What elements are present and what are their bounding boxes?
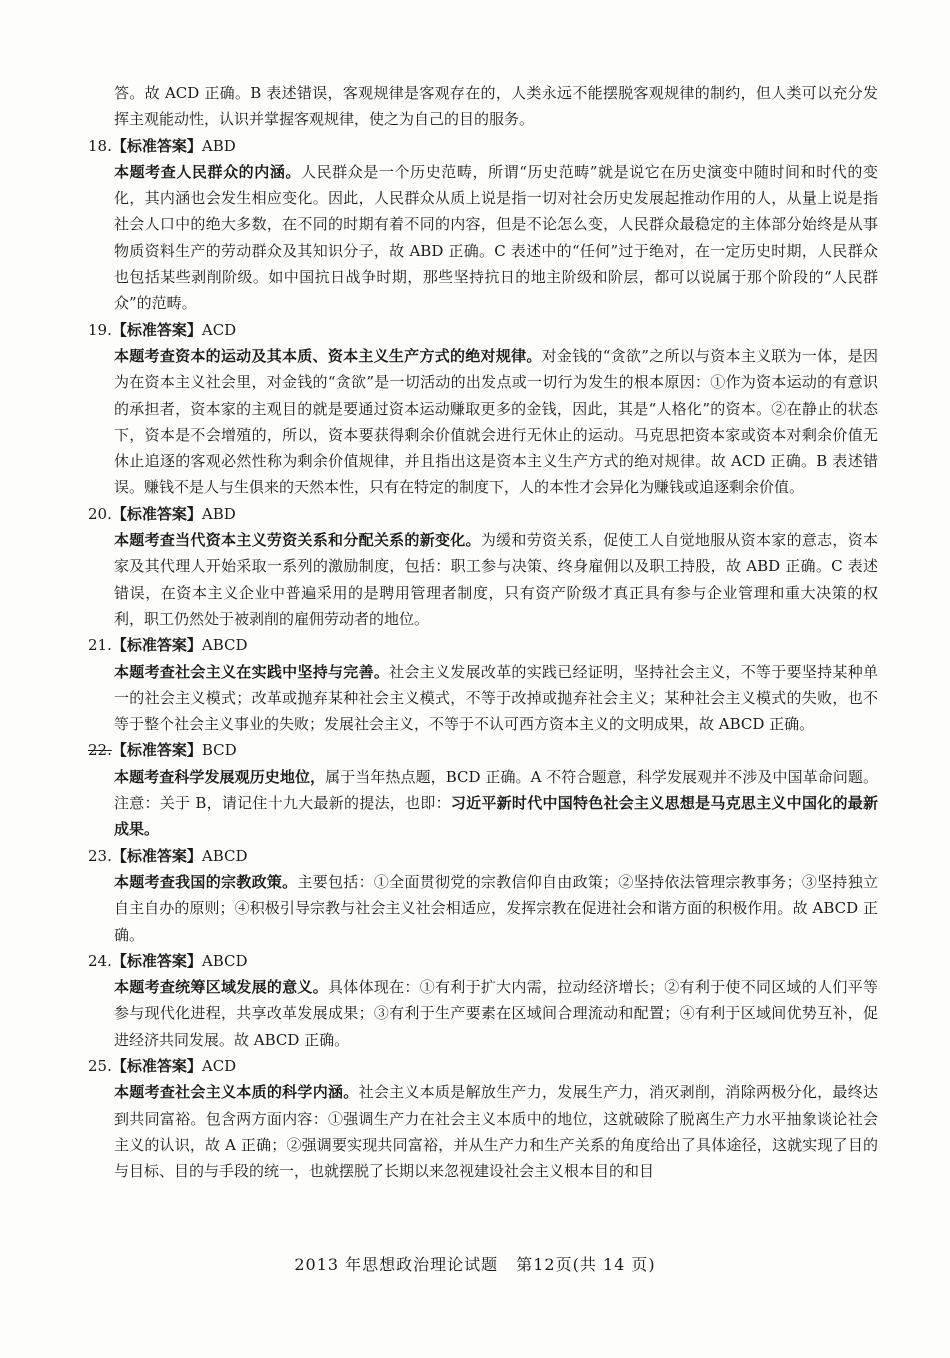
- question-25: [88, 1053, 878, 1184]
- page-content: [88, 80, 878, 1184]
- answer-line: 21.【标准答案】ABCD: [88, 636, 248, 655]
- answer-line: 19.【标准答案】ACD: [88, 320, 237, 339]
- answer-value: ABCD: [201, 951, 248, 970]
- answer-value: ACD: [201, 320, 237, 339]
- answer-value: ABCD: [201, 636, 248, 655]
- answer-line: 24.【标准答案】ABCD: [88, 951, 248, 970]
- question-19: [88, 317, 878, 501]
- answer-line: 20.【标准答案】ABD: [88, 504, 236, 523]
- explanation: 本题考查统筹区域发展的意义。具体体现在：①有利于扩大内需，拉动经济增长；②有利于使不同区域的人们平等参与现代化进程，共享改革发展成果；③有利于生产要素在区域间合理流动和配置；④有利于区域间优势互补，促进经济共同发展。故 ABCD 正确。: [114, 978, 878, 1049]
- question-22: [88, 737, 878, 842]
- question-21: [88, 632, 878, 737]
- exam-title: 2013 年思想政治理论试题: [294, 1255, 499, 1274]
- answer-value: ABCD: [201, 846, 248, 865]
- explanation: 本题考查当代资本主义劳资关系和分配关系的新变化。为缓和劳资关系，促使工人自觉地服从资本家的意志，资本家及其代理人开始采取一系列的激励制度，包括：职工参与决策、终身雇佣以及职工持股，故 ABD 正确。C 表述错误，在资本主义企业中普遍采用的是聘用管理者制度，只有资产阶级才真正具有参与企业管理和重大决策的权利，职工仍然处于被剥削的雇佣劳动者的地位。: [114, 531, 878, 628]
- emphasis-text: 习近平新时代中国特色社会主义思想是马克思主义中国化的最新成果。: [114, 794, 878, 839]
- answer-value: ACD: [201, 1056, 237, 1075]
- answer-value: ABD: [201, 136, 236, 155]
- question-18: [88, 133, 878, 317]
- answer-line: 18.【标准答案】ABD: [88, 136, 236, 155]
- question-20: [88, 501, 878, 632]
- answer-line: 25.【标准答案】ACD: [88, 1056, 237, 1075]
- question-24: [88, 948, 878, 1053]
- answer-value: ABD: [201, 504, 236, 523]
- explanation: 本题考查社会主义本质的科学内涵。社会主义本质是解放生产力，发展生产力，消灭剥削，消除两极分化，最终达到共同富裕。包含两方面内容：①强调生产力在社会主义本质中的地位，这就破除了脱离生产力水平抽象谈论社会主义的认识，故 A 正确；②强调要实现共同富裕，并从生产力和生产关系的角度给出了具体途径，这就实现了目的与目标、目的与手段的统一，也就摆脱了长期以来忽视建设社会主义根本目的和目: [114, 1083, 878, 1181]
- explanation: 本题考查资本的运动及其本质、资本主义生产方式的绝对规律。对金钱的“贪欲”之所以与资本主义联为一体，是因为在资本主义社会里，对金钱的“贪欲”是一切活动的出发点或一切行为发生的根本原因：①作为资本运动的有意识的承担者，资本家的主观目的就是要通过资本运动赚取更多的金钱，因此，其是“人格化”的资本。②在静止的状态下，资本是不会增殖的，所以，资本要获得剩余价值就会进行无休止的运动。马克思把资本家或资本对剩余价值无休止追逐的客观必然性称为剩余价值规律，并且指出这是资本主义生产方式的绝对规律。故 ACD 正确。B 表述错误。赚钱不是人与生俱来的天然本性，只有在特定的制度下，人的本性才会异化为赚钱或追逐剩余价值。: [114, 346, 878, 497]
- intro-paragraph: 答。故 ACD 正确。B 表述错误，客观规律是客观存在的，人类永远不能摆脱客观规律的制约，但人类可以充分发挥主观能动性，认识并掌握客观规律，使之为自己的目的服务。: [114, 84, 878, 129]
- question-23: [88, 843, 878, 948]
- answer-line: 22.【标准答案】BCD: [88, 741, 237, 760]
- explanation: 本题考查科学发展观历史地位，属于当年热点题，BCD 正确。A 不符合题意，科学发展观并不涉及中国革命问题。注意：关于 B，请记住十九大最新的提法，也即：习近平新时代中国特色社会主义思想是马克思主义中国化的最新成果。: [114, 767, 878, 839]
- page-footer: [0, 1252, 950, 1275]
- answer-value: BCD: [201, 741, 237, 760]
- answer-line: 23.【标准答案】ABCD: [88, 846, 248, 865]
- page-number: 第12页(共 14 页): [516, 1255, 656, 1274]
- explanation: 本题考查我国的宗教政策。主要包括：①全面贯彻党的宗教信仰自由政策；②坚持依法管理宗教事务；③坚持独立自主自办的原则；④积极引导宗教与社会主义社会相适应，发挥宗教在促进社会和谐方面的积极作用。故 ABCD 正确。: [114, 872, 878, 944]
- explanation: 本题考查社会主义在实践中坚持与完善。社会主义发展改革的实践已经证明，坚持社会主义，不等于要坚持某种单一的社会主义模式；改革或抛弃某种社会主义模式，不等于改掉或抛弃社会主义；某种社会主义模式的失败，也不等于整个社会主义事业的失败；发展社会主义，不等于不认可西方资本主义的文明成果，故 ABCD 正确。: [114, 662, 878, 734]
- explanation: 本题考查人民群众的内涵。人民群众是一个历史范畴，所谓“历史范畴”就是说它在历史演变中随时间和时代的变化，其内涵也会发生相应变化。因此，人民群众从质上说是指一切对社会历史发展起推动作用的人，从量上说是指社会人口中的绝大多数，在不同的时期有着不同的内容，但是不论怎么变，人民群众最稳定的主体部分始终是从事物质资料生产的劳动群众及其知识分子，故 ABD 正确。C 表述中的“任何”过于绝对，在一定历史时期，人民群众也包括某些剥削阶级。如中国抗日战争时期，那些坚持抗日的地主阶级和阶层，都可以说属于那个阶段的“人民群众”的范畴。: [114, 162, 878, 313]
